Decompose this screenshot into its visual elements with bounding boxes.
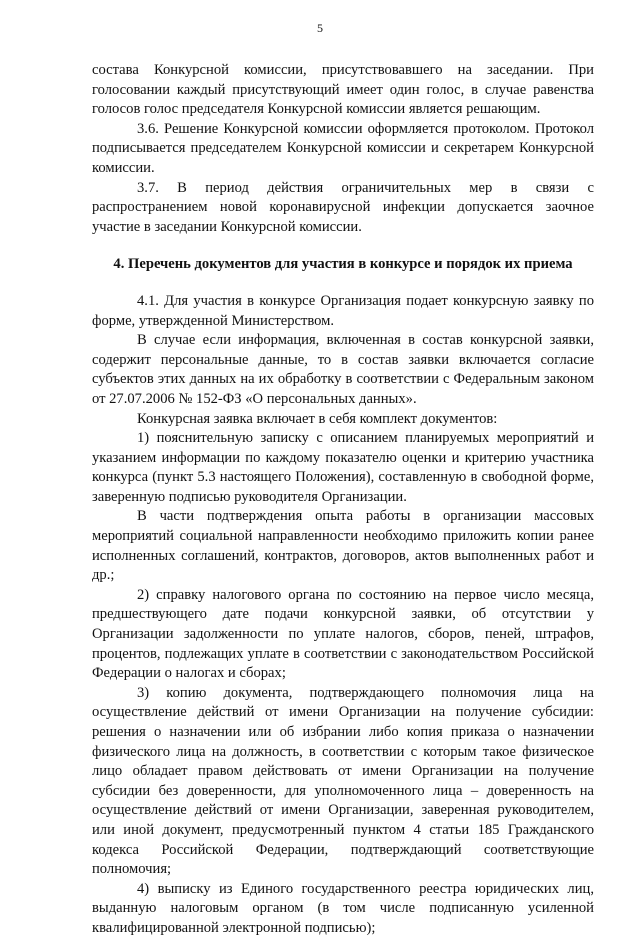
- paragraph: В случае если информация, включенная в состав конкурсной заявки, содержит персональные данные, то в состав заявки включается согласие субъектов этих данных на их обработку в соответствии с Федеральным законом от 27.07.2006 № 152-ФЗ «О персональных данных».: [92, 332, 594, 407]
- paragraph: 4.1. Для участия в конкурсе Организация подает конкурсную заявку по форме, утвержденной Министерством.: [92, 292, 594, 329]
- paragraph: состава Конкурсной комиссии, присутствовавшего на заседании. При голосовании каждый присутствующий имеет один голос, в случае равенства голосов голос председателя Конкурсной комиссии является решающим.: [92, 62, 594, 118]
- document-body: [92, 61, 594, 939]
- list-item: 2) справку налогового органа по состоянию на первое число месяца, предшествующего дате подачи конкурсной заявки, об отсутствии у Организации задолженности по уплате налогов, сборов, пеней, штрафов, процентов, подлежащих уплате в соответствии с законодательством Российской Федерации о налогах и сборах;: [92, 586, 594, 682]
- page-number: 5: [317, 21, 323, 35]
- section-heading: 4. Перечень документов для участия в конкурсе и порядок их приема: [113, 256, 573, 273]
- paragraph: В части подтверждения опыта работы в организации массовых мероприятий социальной направленности необходимо приложить копии ранее исполненных соглашений, контрактов, договоров, актов выполненных работ и др.;: [92, 508, 594, 584]
- paragraph: Конкурсная заявка включает в себя комплект документов:: [137, 410, 498, 427]
- list-item: 4) выписку из Единого государственного реестра юридических лиц, выданную налоговым органом (в том числе подписанную усиленной квалифицированной электронной подписью);: [92, 880, 594, 936]
- paragraph: 3.6. Решение Конкурсной комиссии оформляется протоколом. Протокол подписывается председателем Конкурсной комиссии и секретарем Конкурсной комиссии.: [92, 120, 594, 176]
- list-item: 1) пояснительную записку с описанием планируемых мероприятий и указанием информации по каждому показателю оценки и критерию участника конкурса (пункт 5.3 настоящего Положения), составленную в свободной форме, заверенную подписью руководителя Организации.: [92, 430, 594, 505]
- list-item: 3) копию документа, подтверждающего полномочия лица на осуществление действий от имени Организации на получение субсидии: решения о назначении или об избрании либо копия приказа о назначении физического лица на должность, в соответствии с которым такое физическое лицо обладает правом действовать от имени Организации на получение субсидии без доверенности, для уполномоченного лица – доверенность на осуществление действий от имени Организации, заверенная руководителем, или иной документ, предусмотренный пунктом 4 статьи 185 Гражданского кодекса Российской Федерации, подтверждающий соответствующие полномочия;: [92, 684, 594, 878]
- paragraph: 3.7. В период действия ограничительных мер в связи с распространением новой коронавирусной инфекции допускается заочное участие в заседании Конкурсной комиссии.: [92, 179, 594, 235]
